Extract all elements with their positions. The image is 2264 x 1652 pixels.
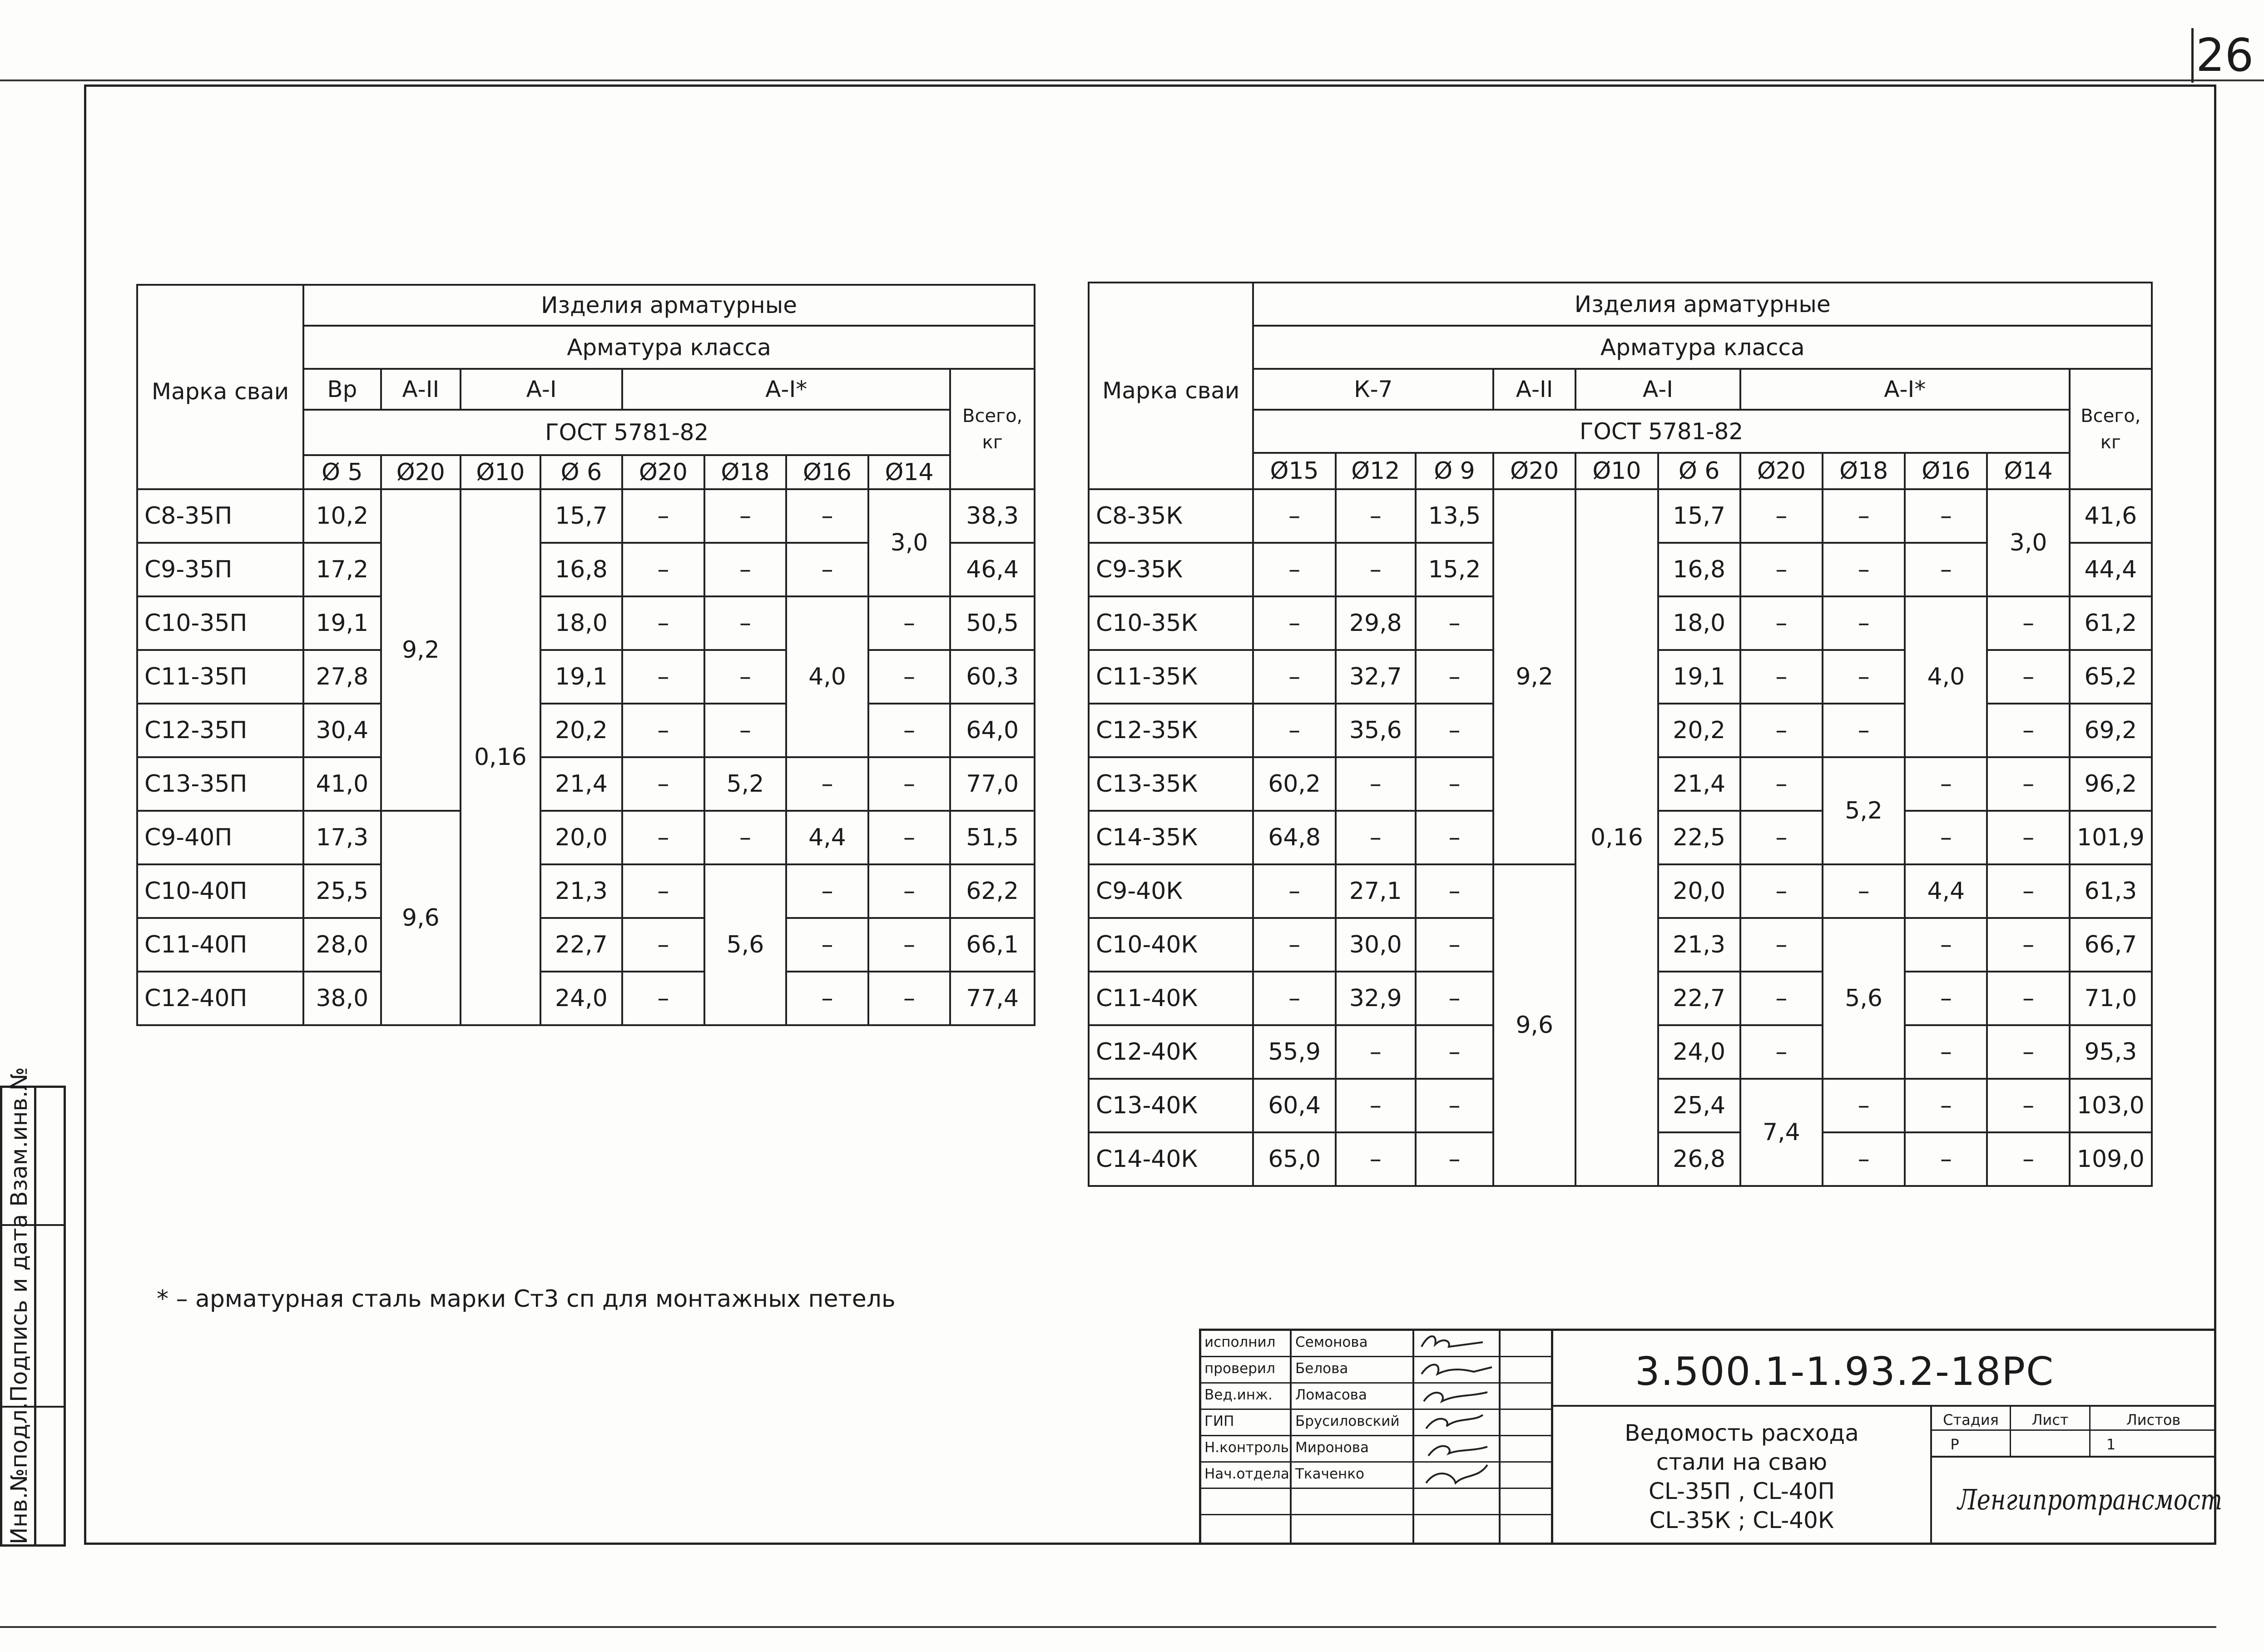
cell-k15: –	[1253, 918, 1335, 972]
cell-k15: –	[1253, 543, 1335, 596]
cell-total: 46,4	[950, 543, 1035, 596]
role-label: Н.контроль	[1204, 1439, 1289, 1456]
tb-col-line	[1551, 1329, 1553, 1545]
cell-s14: –	[868, 811, 951, 864]
diam-s18: Ø18	[1823, 453, 1905, 489]
cell-k9: 13,5	[1416, 489, 1493, 543]
cell-s20: –	[622, 596, 704, 650]
cell-total: 38,3	[950, 489, 1035, 543]
cell-k9: 15,2	[1416, 543, 1493, 596]
cell-k9: –	[1416, 811, 1493, 864]
diam-k15: Ø15	[1253, 453, 1335, 489]
diam-s18: Ø18	[704, 455, 787, 489]
cell-a1-6: 26,8	[1658, 1132, 1740, 1186]
row-mark: С9-40К	[1089, 864, 1253, 918]
role-label: проверил	[1204, 1360, 1275, 1377]
row-mark: С8-35К	[1089, 489, 1253, 543]
merged-s14-top: 3,0	[1987, 489, 2069, 596]
table-row	[137, 864, 1035, 918]
cell-k9: –	[1416, 650, 1493, 704]
cell-a1-6: 22,7	[540, 918, 623, 972]
cell-k15: 60,4	[1253, 1079, 1335, 1132]
cell-s14: –	[1987, 1132, 2069, 1186]
cell-k12: –	[1336, 1025, 1416, 1079]
table-row	[137, 489, 1035, 543]
cell-s16: –	[786, 757, 868, 811]
row-mark: С13-35К	[1089, 757, 1253, 811]
cell-s16: –	[786, 543, 868, 596]
title-line: СL-35П , СL-40П	[1649, 1478, 1835, 1504]
cell-s20: –	[1740, 704, 1823, 757]
cell-a1-6: 15,7	[540, 489, 623, 543]
cell-total: 77,4	[950, 972, 1035, 1025]
cell-s16: –	[786, 489, 868, 543]
cell-s18: –	[1823, 543, 1905, 596]
cell-s20: –	[622, 811, 704, 864]
footnote: * – арматурная сталь марки Ст3 сп для монтажных петель	[157, 1285, 896, 1313]
cell-s16: –	[1905, 1025, 1987, 1079]
cell-a1-6: 24,0	[540, 972, 623, 1025]
cell-s14: –	[1987, 1025, 2069, 1079]
cell-s16: –	[1905, 1079, 1987, 1132]
person-name: Миронова	[1295, 1439, 1369, 1456]
cell-s14: –	[868, 596, 951, 650]
cell-k15: –	[1253, 650, 1335, 704]
role-label: ГИП	[1204, 1413, 1234, 1429]
cell-s20: –	[1740, 972, 1823, 1025]
cell-s18: –	[1823, 1079, 1905, 1132]
cell-s20: –	[1740, 596, 1823, 650]
cell-s20: –	[1740, 489, 1823, 543]
cell-vr5: 17,2	[303, 543, 381, 596]
cell-vr5: 17,3	[303, 811, 381, 864]
class-a2: А-II	[381, 369, 461, 410]
header-products: Изделия арматурные	[303, 285, 1035, 326]
cell-s20: –	[622, 543, 704, 596]
cell-k12: 35,6	[1336, 704, 1416, 757]
cell-vr5: 41,0	[303, 757, 381, 811]
table-row	[137, 704, 1035, 757]
row-mark: С14-40К	[1089, 1132, 1253, 1186]
sheet-number: 26	[2196, 29, 2254, 82]
cell-total: 95,3	[2070, 1025, 2152, 1079]
cell-k9: –	[1416, 1079, 1493, 1132]
cell-s16: –	[1905, 757, 1987, 811]
header-mark: Марка сваи	[137, 285, 303, 489]
cell-total: 61,2	[2070, 596, 2152, 650]
tb-row-line	[1553, 1405, 2216, 1407]
cell-vr5: 38,0	[303, 972, 381, 1025]
cell-k9: –	[1416, 918, 1493, 972]
cell-k12: 32,9	[1336, 972, 1416, 1025]
cell-k15: 64,8	[1253, 811, 1335, 864]
steel-table-right	[1088, 282, 2153, 1187]
class-a1: А-I	[461, 369, 622, 410]
cell-s16: –	[1905, 811, 1987, 864]
sheets-value: 1	[2106, 1436, 2116, 1453]
cell-total: 44,4	[2070, 543, 2152, 596]
cell-k15: 60,2	[1253, 757, 1335, 811]
merged-a1-10: 0,16	[461, 489, 540, 1025]
merged-a2-top: 9,2	[381, 489, 461, 811]
person-name: Белова	[1295, 1360, 1348, 1377]
cell-a1-6: 21,3	[1658, 918, 1740, 972]
cell-total: 96,2	[2070, 757, 2152, 811]
row-mark: С10-40П	[137, 864, 303, 918]
row-mark: С11-35К	[1089, 650, 1253, 704]
merged-s18-mid: 5,2	[1823, 757, 1905, 864]
cell-s20: –	[1740, 811, 1823, 864]
header-gost: ГОСТ 5781-82	[1253, 410, 2069, 453]
cell-s16: –	[786, 972, 868, 1025]
cell-s14: –	[1987, 596, 2069, 650]
cell-k12: 27,1	[1336, 864, 1416, 918]
bottom-border-line	[0, 1626, 2216, 1628]
cell-total: 62,2	[950, 864, 1035, 918]
cell-s20: –	[622, 757, 704, 811]
row-mark: С11-35П	[137, 650, 303, 704]
cell-s18: 5,2	[704, 757, 787, 811]
tb-row-line	[1199, 1514, 1551, 1515]
cell-k15: –	[1253, 864, 1335, 918]
cell-k12: –	[1336, 757, 1416, 811]
cell-total: 71,0	[2070, 972, 2152, 1025]
tb-border-top	[1199, 1329, 2216, 1331]
side-stamp-label: Инв.№подл.Подпись и дата Взам.инв.№	[6, 1067, 32, 1544]
cell-s14: –	[1987, 972, 2069, 1025]
cell-k12: 29,8	[1336, 596, 1416, 650]
cell-s14: –	[868, 864, 951, 918]
stage-value: Р	[1950, 1436, 1959, 1453]
tb-row-line	[1932, 1429, 2216, 1431]
merged-a2-bottom: 9,6	[381, 811, 461, 1025]
row-mark: С9-35К	[1089, 543, 1253, 596]
role-label: Нач.отдела	[1204, 1466, 1289, 1482]
cell-total: 64,0	[950, 704, 1035, 757]
merged-s16-mid: 4,0	[786, 596, 868, 757]
sheet-label: Лист	[2031, 1411, 2069, 1429]
cell-s20: –	[622, 864, 704, 918]
cell-total: 101,9	[2070, 811, 2152, 864]
cell-a1-6: 20,2	[1658, 704, 1740, 757]
table-row	[137, 757, 1035, 811]
header-class: Арматура класса	[303, 326, 1035, 369]
cell-s14: –	[868, 972, 951, 1025]
person-name: Ткаченко	[1295, 1466, 1365, 1482]
title-line: Ведомость расхода	[1625, 1420, 1859, 1446]
cell-s14: –	[868, 704, 951, 757]
diam-s14: Ø14	[1987, 453, 2069, 489]
header-products: Изделия арматурные	[1253, 283, 2152, 326]
table-row	[137, 918, 1035, 972]
cell-a1-6: 24,0	[1658, 1025, 1740, 1079]
cell-s16: –	[786, 864, 868, 918]
cell-s18: –	[1823, 596, 1905, 650]
cell-k9: –	[1416, 1132, 1493, 1186]
cell-k9: –	[1416, 1025, 1493, 1079]
cell-s16: 4,4	[786, 811, 868, 864]
cell-s20: –	[1740, 1025, 1823, 1079]
cell-s14: –	[1987, 757, 2069, 811]
cell-s18: –	[1823, 1132, 1905, 1186]
title-line: СL-35К ; СL-40К	[1649, 1507, 1834, 1533]
cell-s14: –	[1987, 650, 2069, 704]
diam-a1-6: Ø 6	[1658, 453, 1740, 489]
title-line: стали на сваю	[1656, 1449, 1828, 1475]
cell-a1-6: 18,0	[540, 596, 623, 650]
row-mark: С11-40К	[1089, 972, 1253, 1025]
cell-s18: –	[1823, 489, 1905, 543]
cell-s16: –	[1905, 972, 1987, 1025]
diam-s20: Ø20	[622, 455, 704, 489]
diam-a1-6: Ø 6	[540, 455, 623, 489]
cell-k9: –	[1416, 972, 1493, 1025]
class-a1-star: А-I*	[622, 369, 950, 410]
cell-s18: –	[704, 704, 787, 757]
cell-a1-6: 21,4	[1658, 757, 1740, 811]
cell-k15: –	[1253, 704, 1335, 757]
cell-total: 51,5	[950, 811, 1035, 864]
cell-k15: 55,9	[1253, 1025, 1335, 1079]
tb-row-line	[1932, 1456, 2216, 1458]
cell-a1-6: 16,8	[1658, 543, 1740, 596]
sheets-label: Листов	[2126, 1411, 2181, 1429]
cell-s14: –	[868, 918, 951, 972]
cell-s20: –	[1740, 918, 1823, 972]
diam-a1-10: Ø10	[461, 455, 540, 489]
cell-k12: –	[1336, 1079, 1416, 1132]
class-a2: А-II	[1493, 369, 1575, 410]
row-mark: С10-35П	[137, 596, 303, 650]
document-number: 3.500.1-1.93.2-18РС	[1635, 1349, 2055, 1394]
organization-name: Ленгипротрансмост	[1957, 1483, 2223, 1516]
diam-k9: Ø 9	[1416, 453, 1493, 489]
cell-s16: –	[1905, 489, 1987, 543]
merged-s14-top: 3,0	[868, 489, 951, 596]
cell-total: 103,0	[2070, 1079, 2152, 1132]
cell-k12: –	[1336, 1132, 1416, 1186]
cell-vr5: 19,1	[303, 596, 381, 650]
cell-s18: –	[704, 650, 787, 704]
top-border-line	[0, 79, 2264, 81]
cell-s16: –	[786, 918, 868, 972]
cell-k9: –	[1416, 596, 1493, 650]
cell-total: 65,2	[2070, 650, 2152, 704]
cell-k9: –	[1416, 864, 1493, 918]
person-name: Ломасова	[1295, 1387, 1367, 1403]
cell-k15: –	[1253, 972, 1335, 1025]
cell-s18: –	[1823, 650, 1905, 704]
merged-s18-bottom: 5,6	[704, 864, 787, 1025]
cell-s14: –	[1987, 811, 2069, 864]
cell-a1-6: 22,7	[1658, 972, 1740, 1025]
class-a1-star: А-I*	[1740, 369, 2070, 410]
cell-total: 41,6	[2070, 489, 2152, 543]
cell-k12: –	[1336, 489, 1416, 543]
row-mark: С9-35П	[137, 543, 303, 596]
cell-s18: –	[704, 811, 787, 864]
role-label: исполнил	[1204, 1334, 1276, 1350]
row-mark: С14-35К	[1089, 811, 1253, 864]
person-name: Брусиловский	[1295, 1413, 1400, 1429]
class-vr: Вр	[303, 369, 381, 410]
role-label: Вед.инж.	[1204, 1387, 1273, 1403]
cell-s14: –	[1987, 864, 2069, 918]
cell-s16: –	[1905, 918, 1987, 972]
cell-total: 50,5	[950, 596, 1035, 650]
cell-k9: –	[1416, 704, 1493, 757]
cell-k12: –	[1336, 811, 1416, 864]
class-k7: К-7	[1253, 369, 1493, 410]
stamp-divider	[34, 1088, 36, 1544]
merged-s18-bottom: 5,6	[1823, 918, 1905, 1079]
cell-s16: –	[1905, 1132, 1987, 1186]
row-mark: С12-40К	[1089, 1025, 1253, 1079]
row-mark: С13-35П	[137, 757, 303, 811]
cell-total: 77,0	[950, 757, 1035, 811]
title-block	[1199, 1329, 2223, 1545]
diam-s16: Ø16	[786, 455, 868, 489]
cell-vr5: 10,2	[303, 489, 381, 543]
cell-total: 109,0	[2070, 1132, 2152, 1186]
row-mark: С12-35К	[1089, 704, 1253, 757]
cell-vr5: 28,0	[303, 918, 381, 972]
cell-a1-6: 18,0	[1658, 596, 1740, 650]
cell-total: 60,3	[950, 650, 1035, 704]
header-gost: ГОСТ 5781-82	[303, 410, 950, 455]
diam-k12: Ø12	[1336, 453, 1416, 489]
cell-a1-6: 21,3	[540, 864, 623, 918]
cell-s14: –	[1987, 704, 2069, 757]
table-row	[137, 596, 1035, 650]
cell-a1-6: 21,4	[540, 757, 623, 811]
row-mark: С9-40П	[137, 811, 303, 864]
tb-col-line	[1412, 1329, 1414, 1545]
diam-s20: Ø20	[1740, 453, 1823, 489]
diam-vr5: Ø 5	[303, 455, 381, 489]
cell-s14: –	[1987, 918, 2069, 972]
cell-vr5: 25,5	[303, 864, 381, 918]
diam-a1-10: Ø10	[1575, 453, 1658, 489]
merged-s16-mid: 4,0	[1905, 596, 1987, 757]
cell-s20: –	[1740, 864, 1823, 918]
cell-a1-6: 20,2	[540, 704, 623, 757]
person-name: Семонова	[1295, 1334, 1368, 1350]
cell-a1-6: 19,1	[540, 650, 623, 704]
row-mark: С10-40К	[1089, 918, 1253, 972]
row-mark: С10-35К	[1089, 596, 1253, 650]
signatures	[1415, 1329, 1499, 1514]
cell-k15: –	[1253, 489, 1335, 543]
cell-total: 66,1	[950, 918, 1035, 972]
cell-a1-6: 15,7	[1658, 489, 1740, 543]
row-mark: С12-35П	[137, 704, 303, 757]
cell-s20: –	[622, 704, 704, 757]
row-mark: С11-40П	[137, 918, 303, 972]
side-stamp	[0, 1067, 66, 1547]
merged-a2-top: 9,2	[1493, 489, 1575, 864]
cell-s14: –	[1987, 1079, 2069, 1132]
cell-s18: –	[704, 543, 787, 596]
diam-a2-20: Ø20	[1493, 453, 1575, 489]
cell-s20: –	[1740, 543, 1823, 596]
cell-k9: –	[1416, 757, 1493, 811]
cell-s14: –	[868, 757, 951, 811]
tb-col-line	[1499, 1329, 1501, 1545]
drawing-title	[1558, 1419, 1926, 1535]
merged-a1-10: 0,16	[1575, 489, 1658, 1186]
table-row	[1089, 489, 2152, 543]
table-row	[137, 972, 1035, 1025]
cell-a1-6: 22,5	[1658, 811, 1740, 864]
cell-s20: –	[622, 972, 704, 1025]
cell-k12: 32,7	[1336, 650, 1416, 704]
cell-a1-6: 25,4	[1658, 1079, 1740, 1132]
diam-s14: Ø14	[868, 455, 951, 489]
diam-a2-20: Ø20	[381, 455, 461, 489]
row-mark: С13-40К	[1089, 1079, 1253, 1132]
cell-a1-6: 20,0	[1658, 864, 1740, 918]
cell-s18: –	[1823, 864, 1905, 918]
cell-s16: –	[1905, 543, 1987, 596]
header-total: Всего, кг	[2070, 369, 2152, 489]
cell-s20: –	[622, 918, 704, 972]
diam-s16: Ø16	[1905, 453, 1987, 489]
table-row	[137, 811, 1035, 864]
header-mark: Марка сваи	[1089, 283, 1253, 489]
merged-a2-bottom: 9,6	[1493, 864, 1575, 1186]
cell-k12: –	[1336, 543, 1416, 596]
cell-s18: –	[1823, 704, 1905, 757]
header-class: Арматура класса	[1253, 326, 2152, 369]
header-total: Всего, кг	[950, 369, 1035, 489]
cell-s18: –	[704, 489, 787, 543]
cell-s18: –	[704, 596, 787, 650]
merged-s20-bottom: 7,4	[1740, 1079, 1823, 1186]
tb-border-left	[1199, 1329, 1201, 1545]
class-a1: А-I	[1575, 369, 1740, 410]
cell-total: 69,2	[2070, 704, 2152, 757]
steel-table-left	[136, 284, 1035, 1026]
stage-label: Стадия	[1943, 1411, 1999, 1429]
cell-a1-6: 16,8	[540, 543, 623, 596]
cell-s20: –	[622, 650, 704, 704]
cell-k15: 65,0	[1253, 1132, 1335, 1186]
cell-s20: –	[1740, 650, 1823, 704]
cell-vr5: 30,4	[303, 704, 381, 757]
cell-s16: 4,4	[1905, 864, 1987, 918]
cell-total: 66,7	[2070, 918, 2152, 972]
cell-k15: –	[1253, 596, 1335, 650]
cell-a1-6: 19,1	[1658, 650, 1740, 704]
cell-s14: –	[868, 650, 951, 704]
table-row	[137, 650, 1035, 704]
cell-s20: –	[622, 489, 704, 543]
cell-s20: –	[1740, 757, 1823, 811]
cell-k12: 30,0	[1336, 918, 1416, 972]
row-mark: С8-35П	[137, 489, 303, 543]
cell-vr5: 27,8	[303, 650, 381, 704]
row-mark: С12-40П	[137, 972, 303, 1025]
tb-col-line	[1290, 1329, 1292, 1545]
cell-a1-6: 20,0	[540, 811, 623, 864]
cell-total: 61,3	[2070, 864, 2152, 918]
